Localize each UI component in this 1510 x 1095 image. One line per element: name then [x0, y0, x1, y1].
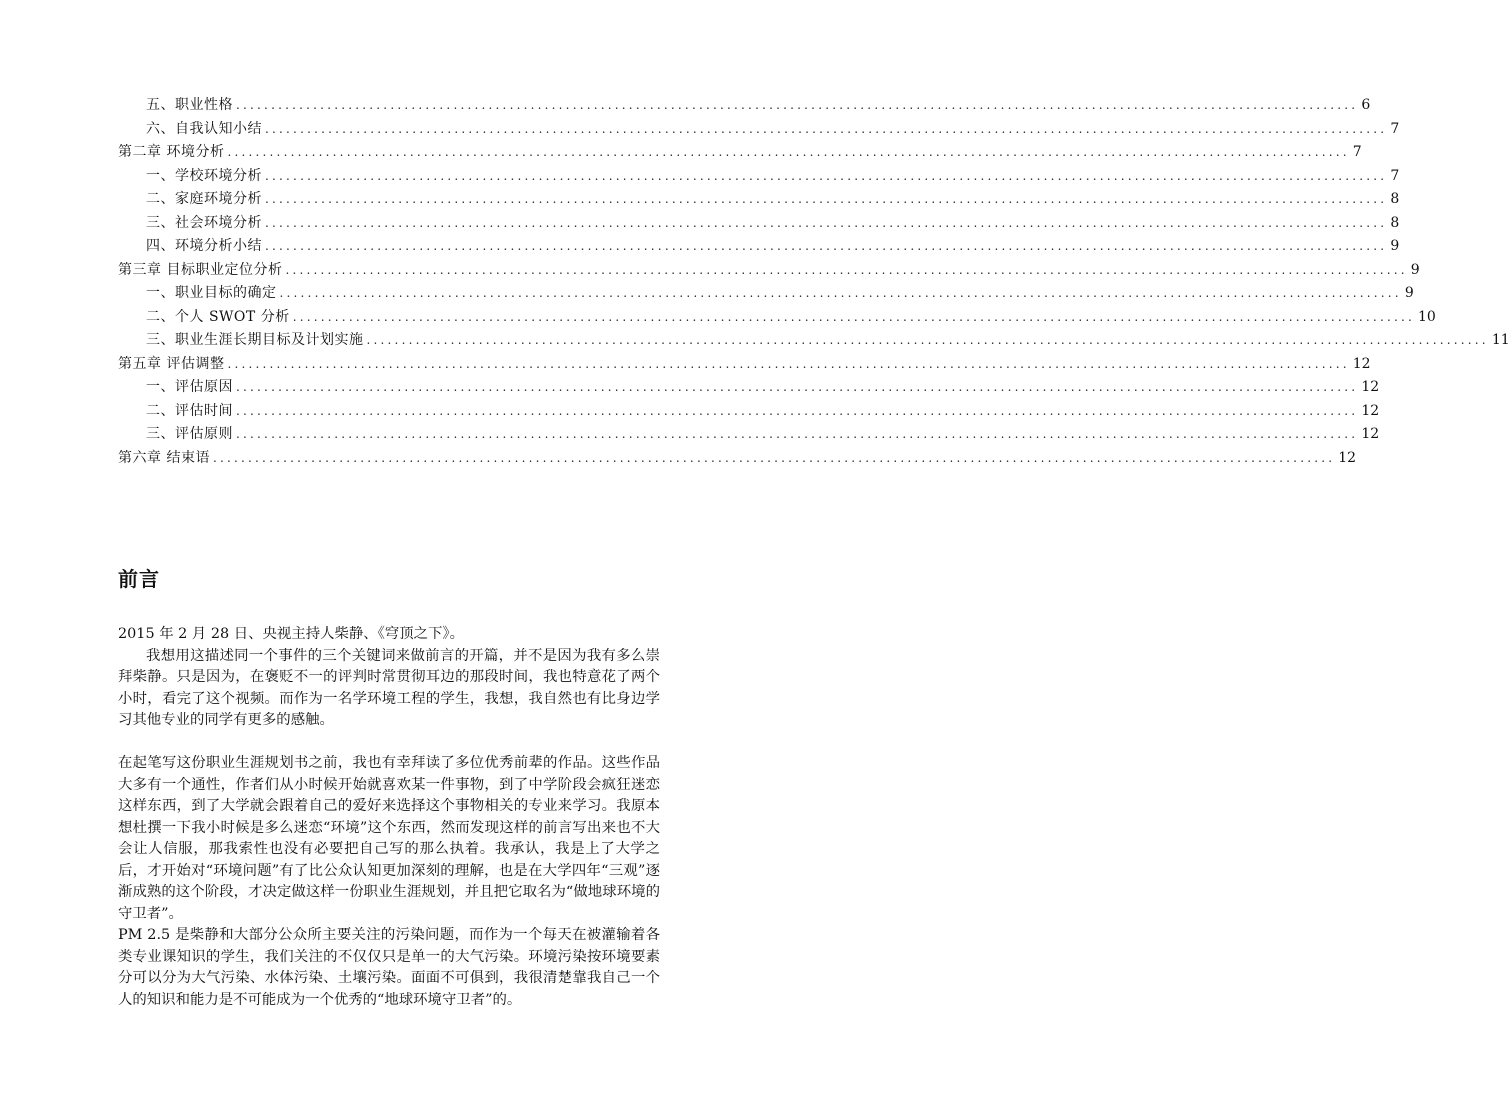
toc-entry-label: 第五章 评估调整 — [118, 355, 225, 372]
toc-leader-dots: ................................................................................................................................................................ — [265, 121, 1388, 136]
toc-entry-page: 8 — [1390, 191, 1400, 207]
toc-entry-label: 一、职业目标的确定 — [146, 285, 277, 301]
toc-entry[interactable] — [118, 235, 1400, 259]
toc-entry-label: 四、环境分析小结 — [146, 238, 262, 254]
toc-entry-page: 12 — [1361, 379, 1380, 395]
toc-chapter-entry[interactable] — [118, 447, 1357, 471]
toc-entry-page: 7 — [1390, 120, 1400, 137]
toc-entry-page: 9 — [1390, 238, 1400, 254]
table-of-contents — [118, 94, 1510, 470]
toc-entry[interactable] — [118, 282, 1414, 306]
toc-leader-dots: ................................................................................................................................................................ — [236, 403, 1359, 418]
toc-entry[interactable] — [118, 329, 1510, 353]
toc-leader-dots: ................................................................................................................................................................ — [236, 98, 1359, 112]
toc-chapter-entry[interactable] — [118, 141, 1362, 165]
toc-entry-page: 9 — [1404, 285, 1414, 301]
toc-entry[interactable] — [118, 400, 1380, 424]
toc-entry-page: 6 — [1361, 97, 1371, 113]
toc-entry-page: 12 — [1338, 449, 1357, 466]
toc-entry-label: 五、职业性格 — [146, 97, 233, 113]
toc-entry-label: 二、评估时间 — [146, 402, 233, 419]
toc-entry-page: 10 — [1418, 308, 1436, 325]
toc-leader-dots: ................................................................................................................................................................ — [265, 239, 1388, 253]
date-line: 2015 年 2 月 28 日、央视主持人柴静、《穹顶之下》。 — [118, 626, 464, 642]
toc-leader-dots: ................................................................................................................................................................ — [236, 380, 1359, 394]
toc-entry[interactable] — [118, 118, 1400, 142]
toc-entry[interactable] — [118, 165, 1400, 189]
toc-leader-dots: ................................................................................................................................................................ — [265, 168, 1388, 183]
toc-entry-label: 三、评估原则 — [146, 426, 233, 442]
toc-entry-page: 7 — [1352, 144, 1362, 160]
toc-entry-label: 六、自我认知小结 — [146, 120, 262, 137]
toc-leader-dots: ................................................................................................................................................................ — [366, 333, 1489, 347]
toc-entry-label: 第三章 目标职业定位分析 — [118, 261, 283, 278]
toc-entry-page: 8 — [1390, 214, 1400, 231]
toc-leader-dots: ................................................................................................................................................................ — [265, 192, 1388, 206]
toc-leader-dots: ................................................................................................................................................................ — [227, 356, 1350, 371]
toc-leader-dots: ................................................................................................................................................................ — [212, 450, 1336, 465]
toc-entry-label: 二、家庭环境分析 — [146, 191, 262, 207]
toc-entry-label: 第六章 结束语 — [118, 449, 210, 466]
toc-entry[interactable] — [118, 212, 1400, 236]
toc-entry-page: 7 — [1390, 167, 1400, 184]
toc-entry-page: 9 — [1410, 261, 1420, 278]
toc-entry-page: 12 — [1361, 426, 1380, 442]
toc-leader-dots: ................................................................................................................................................................ — [227, 145, 1350, 159]
toc-entry[interactable] — [118, 94, 1371, 118]
toc-leader-dots: ................................................................................................................................................................ — [279, 286, 1402, 300]
toc-entry[interactable] — [118, 423, 1380, 447]
toc-leader-dots: ................................................................................................................................................................ — [292, 309, 1416, 324]
toc-entry-label: 三、职业生涯长期目标及计划实施 — [146, 332, 364, 348]
toc-entry-page: 12 — [1352, 355, 1371, 372]
paragraph-spacer — [118, 732, 660, 754]
section-heading: 前言 — [118, 567, 160, 591]
toc-leader-dots: ................................................................................................................................................................ — [265, 215, 1388, 230]
toc-entry-page: 12 — [1361, 402, 1380, 419]
toc-leader-dots: ................................................................................................................................................................ — [236, 427, 1359, 441]
toc-entry[interactable] — [118, 306, 1436, 330]
toc-entry-label: 二、个人 SWOT 分析 — [146, 308, 290, 325]
toc-chapter-entry[interactable] — [118, 259, 1420, 283]
toc-leader-dots: ................................................................................................................................................................ — [285, 262, 1408, 277]
toc-entry[interactable] — [118, 188, 1400, 212]
section-body — [118, 624, 660, 1011]
toc-entry-label: 第二章 环境分析 — [118, 144, 225, 160]
paragraph: PM 2.5 是柴静和大部分公众所主要关注的污染问题，而作为一个每天在被灌输着各类专业课知识的学生，我们关注的不仅仅只是单一的大气污染。环境污染按环境要素分可以分为大气污染、水体污染、土壤污染。面面不可俱到，我很清楚靠我自己一个人的知识和能力是不可能成为一个优秀的“地球环境守卫者”的。 — [118, 927, 660, 1008]
toc-entry-label: 三、社会环境分析 — [146, 214, 262, 231]
toc-entry-label: 一、评估原因 — [146, 379, 233, 395]
toc-entry[interactable] — [118, 376, 1380, 400]
toc-chapter-entry[interactable] — [118, 353, 1371, 377]
paragraph: 我想用这描述同一个事件的三个关键词来做前言的开篇，并不是因为我有多么崇拜柴静。只是因为，在褒贬不一的评判时常贯彻耳边的那段时间，我也特意花了两个小时，看完了这个视频。而作为一名学环境工程的学生，我想，我自然也有比身边学习其他专业的同学有更多的感触。 — [118, 647, 660, 728]
toc-entry-label: 一、学校环境分析 — [146, 167, 262, 184]
paragraph: 在起笔写这份职业生涯规划书之前，我也有幸拜读了多位优秀前辈的作品。这些作品大多有一个通性，作者们从小时候开始就喜欢某一件事物，到了中学阶段会疯狂迷恋这样东西，到了大学就会跟着自己的爱好来选择这个事物相关的专业来学习。我原本想杜撰一下我小时候是多么迷恋“环境”这个东西，然而发现这样的前言写出来也不大会让人信服，那我索性也没有必要把自己写的那么执着。我承认，我是上了大学之后，才开始对“环境问题”有了比公众认知更加深刻的理解，也是在大学四年“三观”逐渐成熟的这个阶段，才决定做这样一份职业生涯规划，并且把它取名为“做地球环境的守卫者”。 — [118, 755, 660, 922]
toc-entry-page: 11 — [1491, 332, 1510, 348]
